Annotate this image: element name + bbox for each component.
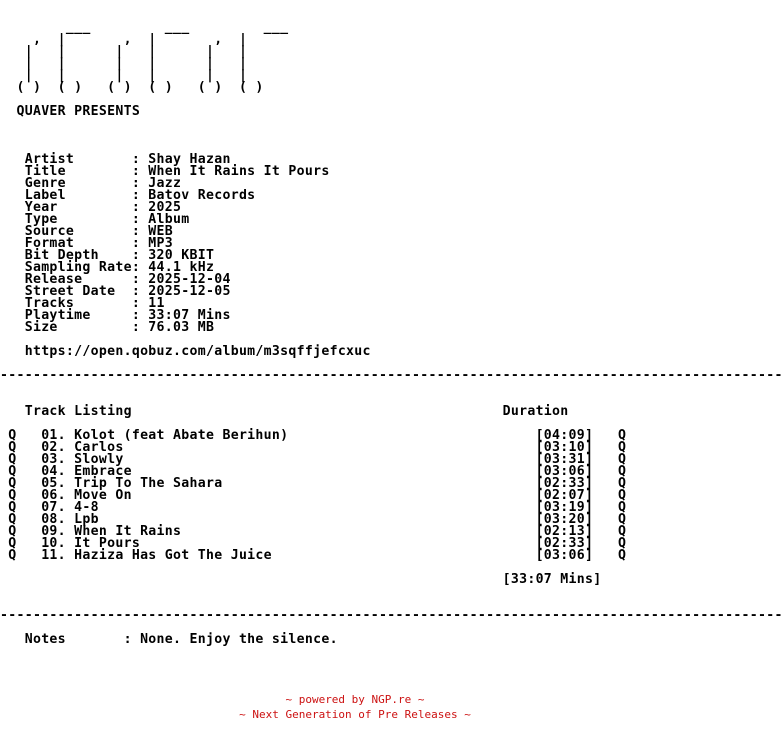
footer-powered-by: ~ powered by NGP.re ~ (285, 693, 425, 706)
footer-tagline: ~ Next Generation of Pre Releases ~ (239, 708, 471, 721)
nfo-text: ___ ___ ___ , | , | , | | | | | | | | | | | | | | | | | | | ( ) ( ) ( ) ( ) ( ) ( ) QUAVER PRESENTS Artist : Shay Hazan Title : When It Rains It Pours Genre : Jazz Label : Batov Records Year : 2025 Type : Album Source : WEB Format : MP3 Bit Depth : 320 KBIT Sampling Rate: 44.1 kHz Release : 2025-12-04 Street Date : 2025-12-05 Tracks : 11 Playtime : 33:07 Mins Size : 76.03 MB https://open.qobuz.com/album/m3sqffjefcxuc ----------------------------------------------------------------------------------------------- Track Listing Duration Q 01. Kolot (feat Abate Berihun) [04:09] Q Q 02. Carlos [03:10] Q Q 03. Slowly [03:31] Q Q 04. Embrace [03:06] Q Q 05. Trip To The Sahara [02:33] Q Q 06. Move On [02:07] Q Q 07. 4-8 [03:19] Q Q 08. Lpb [03:20] Q Q 09. When It Rains [02:13] Q Q 10. It Pours [02:33] Q Q 11. Haziza Has Got The Juice [03:06] Q [33:07 Mins] ----------------------------------------------------------------------------------------------- Notes : None. Enjoy the silence. (0, 20, 783, 647)
footer (0, 692, 710, 722)
